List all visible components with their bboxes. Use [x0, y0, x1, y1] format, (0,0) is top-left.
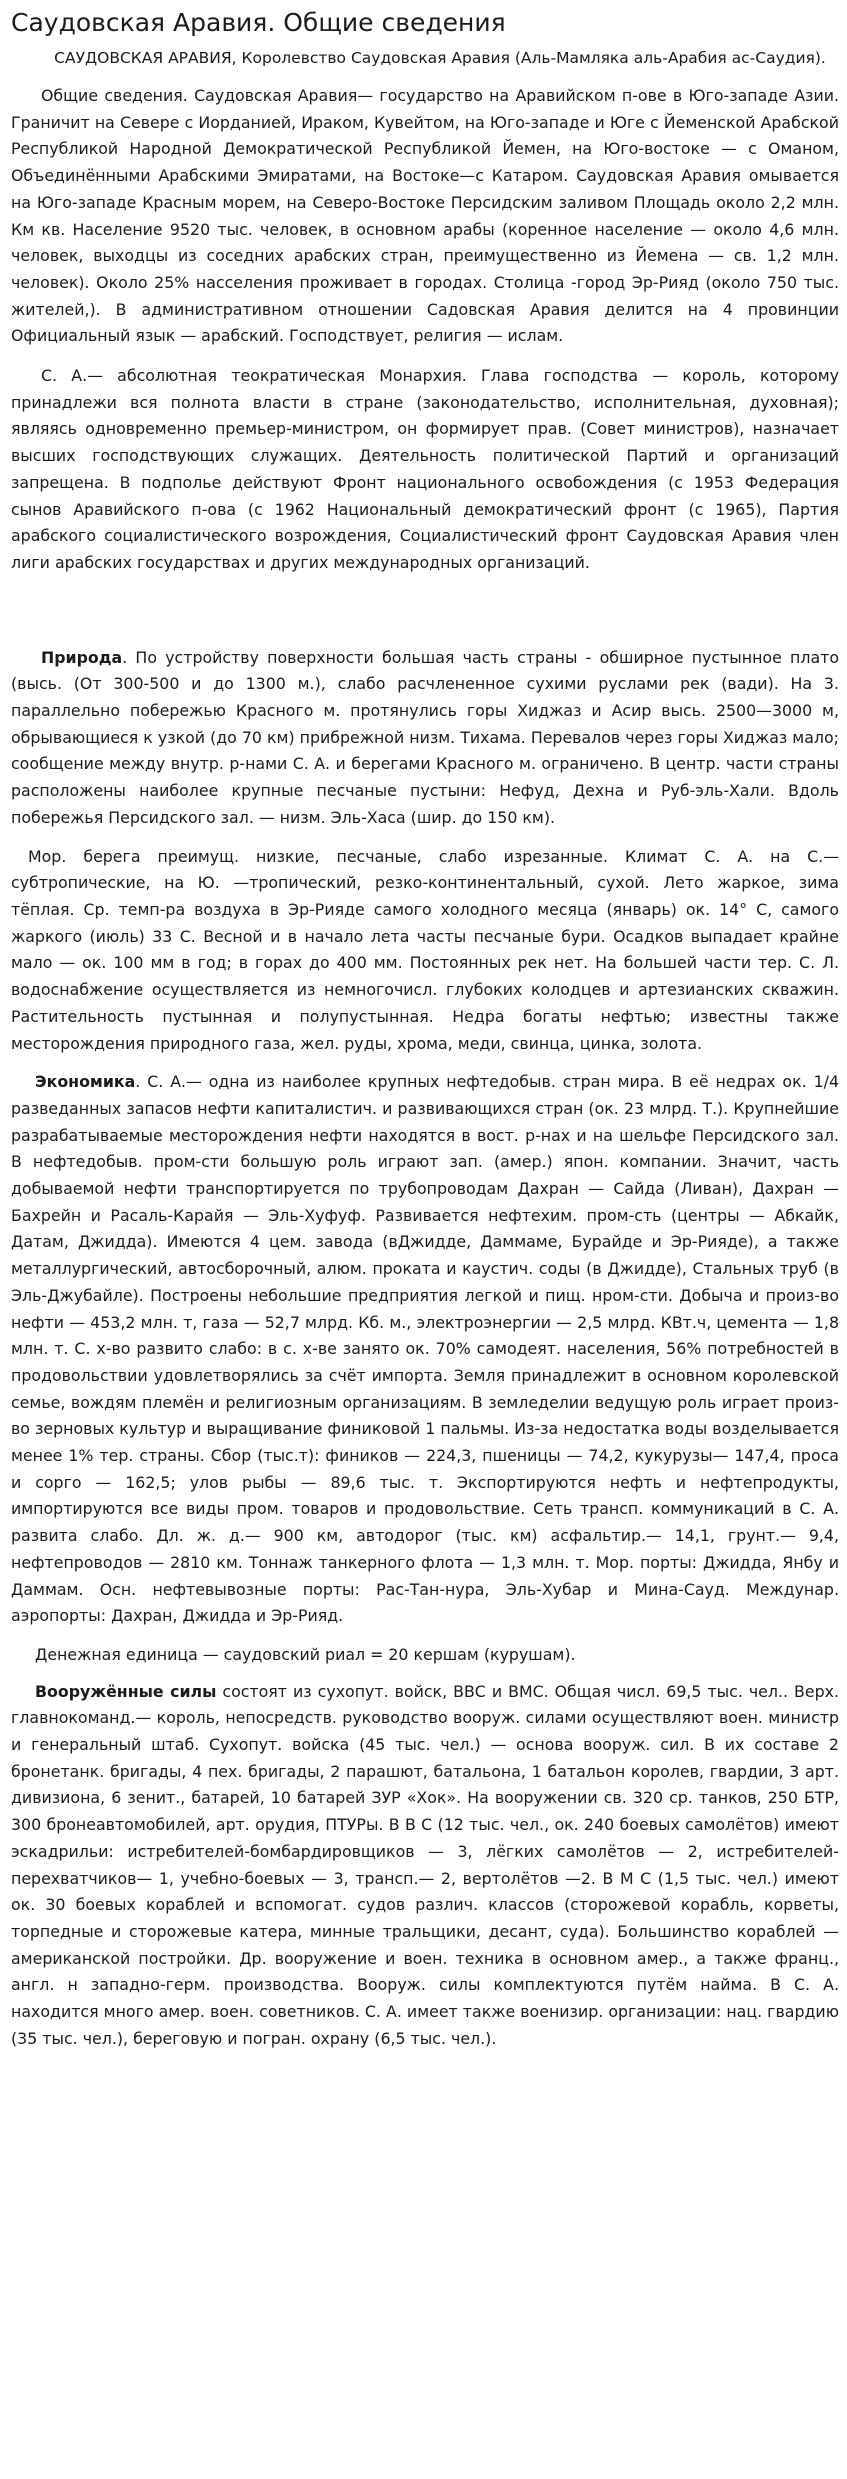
section-heading-nature: Природа [41, 647, 123, 667]
paragraph-general: Общие сведения. Саудовская Аравия— государство на Аравийском п-ове в Юго-западе Азии. Граничит на Севере с Иорданией, Ираком, Кувейтом, на Юго-западе и Юге с Йеменской Арабской Республикой Народной Демократической Республикой Йемен, на Юго-востоке — с Оманом, Объединёнными Арабскими Эмиратами, на Востоке—с Катаром. Саудовская Аравия омывается на Юго-западе Красным морем, на Северо-Востоке Персидским заливом Площадь около 2,2 млн. Км кв. Население 9520 тыс. человек, в основном арабы (коренное население — около 4,6 млн. человек, выходцы из соседних арабских стран, преимущественно из Йемена — св. 1,2 млн. человек). Около 25% насселения проживает в городах. Столица -город Эр-Рияд (около 750 тыс. жителей,). В административном отношении Садовская Аравия делится на 4 провинции Официальный язык — арабский. Господствует, религия — ислам. [11, 86, 839, 346]
economy-text: . С. А.— одна из наиболее крупных нефтедобыв. стран мира. В её недрах ок. 1/4 разведанных запасов нефти капиталистич. и развивающихся стран (ок. 23 млрд. Т.). Крупнейшие разрабатываемые месторождения нефти находятся в вост. р-нах и на шельфе Персидского зал. В нефтедобыв. пром-сти большую роль играют зап. (амер.) япон. компании. Значит, часть добываемой нефти транспортируется по трубопроводам Дахран — Сайда (Ливан), Дахран — Бахрейн и Расаль-Карайя — Эль-Хуфуф. Развивается нефтехим. пром-сть (центры — Абкайк, Датам, Джидда). Имеются 4 цем. завода (вДжидде, Даммаме, Бурайде и Эр-Рияде), а также металлургический, автосборочный, алюм. проката и каустич. соды (в Джидде), Стальных труб (в Эль-Джубайле). Построены небольшие предприятия легкой и пищ. нром-сти. Добыча и произ-во нефти — 453,2 млн. т, газа — 52,7 млрд. Кб. м., электроэнергии — 2,5 млрд. КВт.ч, цемента — 1,8 млн. т. С. х-во развито слабо: в с. х-ве занято ок. 70% самодеят. населения, 56% потребностей в продовольствии удовлетворялись за счёт импорта. Земля принадлежит в основном королевской семье, вождям племён и религиозным организациям. В земледелии ведущую роль играет произ-во зерновых культур и выращивание финиковой 1 пальмы. Из-за недостатка воды возделывается менее 1% тер. страны. Сбор (тыс.т): фиников — 224,3, пшеницы — 74,2, кукурузы— 147,4, проса и сорго — 162,5; улов рыбы — 89,6 тыс. т. Экспортируются нефть и нефтепродукты, импортируются все виды пром. товаров и продовольствие. Сеть трансп. коммуникаций в С. А. развита слабо. Дл. ж. д.— 900 км, автодорог (тыс. км) асфальтир.— 14,1, грунт.— 9,4, нефтепроводов — 2810 км. Тоннаж танкерного флота — 1,3 млн. т. Мор. порты: Джидда, Янбу и Даммам. Осн. нефтевывозные порты: Рас-Тан-нура, Эль-Хубар и Мина-Сауд. Междунар. аэропорты: Дахран, Джидда и Эр-Рияд. [11, 1072, 839, 1626]
paragraph-nature [11, 645, 839, 832]
paragraph-currency: Денежная единица — саудовский риал = 20 кершам (курушам). [35, 1644, 576, 1664]
military-text: состоят из сухопут. войск, ВВС и ВМС. Общая числ. 69,5 тыс. чел.. Верх. главнокоманд.— король, непосредств. руководство вооруж. силами осуществляют воен. министр и генеральный штаб. Сухопут. войска (45 тыс. чел.) — основа вооруж. сил. В их составе 2 бронетанк. бригады, 4 пех. бригады, 2 парашют, батальона, 1 батальон королев, гвардии, 3 арт. дивизиона, 6 зенит., батарей, 10 батарей ЗУР «Хок». На вооружении св. 320 ср. танков, 250 БТР, 300 бронеавтомобилей, арт. орудия, ПТУРы. В В С (12 тыс. чел., ок. 240 боевых самолётов) имеют эскадрильи: истребителей-бомбардировщиков — 3, лёгких самолётов — 2, истребителей-перехватчиков— 1, учебно-боевых — 3, трансп.— 2, вертолётов —2. В М С (1,5 тыс. чел.) имеют ок. 30 боевых кораблей и вспомогат. судов различ. классов (сторожевой корабль, корветы, торпедные и сторожевые катера, минные тральщики, десант, суда). Большинство кораблей — американской постройки. Др. вооружение и воен. техника в основном амер., а также франц., англ. н западно-герм. производства. Вооруж. силы комплектуются путём найма. В С. А. находится много амер. воен. советников. С. А. имеет также военизир. организации: нац. гвардию (35 тыс. чел.), береговую и погран. охрану (6,5 тыс. чел.). [11, 1681, 839, 2048]
nature-text: . По устройству поверхности большая часть страны - обширное пустынное плато (высь. (От 300-500 и до 1300 м.), слабо расчлененное сухими руслами рек (вади). На 3. параллельно побережью Красного м. протянулись горы Хиджаз и Асир высь. 2500—3000 м, обрывающиеся к узкой (до 70 км) прибрежной низм. Тихама. Перевалов через горы Хиджаз мало; сообщение между внутр. р-нами С. А. и берегами Красного м. ограничено. В центр. части страны расположены наиболее крупные песчаные пустыни: Нефуд, Дехна и Руб-эль-Хали. Вдоль побережья Персидского зал. — низм. Эль-Хаса (шир. до 150 км). [11, 647, 839, 827]
paragraph-economy [11, 1069, 839, 1630]
paragraph-climate: Мор. берега преимущ. низкие, песчаные, слабо изрезанные. Климат С. А. на С.— субтропические, на Ю. —тропический, резко-континентальный, сухой. Лето жаркое, зима тёплая. Ср. темп-ра воздуха в Эр-Рияде самого холодного месяца (январь) ок. 14° С, самого жаркого (июль) 33 С. Весной и в начало лета часты песчаные бури. Осадков выпадает крайне мало — ок. 100 мм в год; в горах до 400 мм. Постоянных рек нет. На большей части тер. С. Л. водоснабжение осуществляется из немногочисл. глубоких колодцев и артезианских скважин. Растительность пустынная и полупустынная. Недра богаты нефтью; известны также месторождения природного газа, жел. руды, хрома, меди, свинца, цинка, золота. [11, 846, 839, 1053]
section-heading-economy: Экономика [35, 1072, 136, 1092]
section-heading-military: Вооружённые силы [35, 1681, 217, 1701]
paragraph-military [11, 1679, 839, 2053]
page-title: Саудовская Аравия. Общие сведения [11, 8, 506, 37]
paragraph-politics: С. А.— абсолютная теократическая Монархия. Глава господства — король, которому принадлежи вся полнота власти в стране (законодательство, исполнительная, духовная); являясь одновременно премьер-министром, он формирует прав. (Совет министров), назначает высших господствующих служащих. Деятельность политической Партий и организаций запрещена. В подполье действуют Фронт национального освобождения (с 1953 Федерация сынов Аравийского п-ова (с 1962 Национальный демократический фронт (с 1965), Партия арабского социалистического возрождения, Социалистический фронт Саудовская Аравия член лиги арабских государствах и других международных организаций. [11, 366, 839, 572]
article-subtitle: САУДОВСКАЯ АРАВИЯ, Королевство Саудовская Аравия (Аль-Мамляка аль-Арабия ас-Саудия). [54, 49, 826, 67]
